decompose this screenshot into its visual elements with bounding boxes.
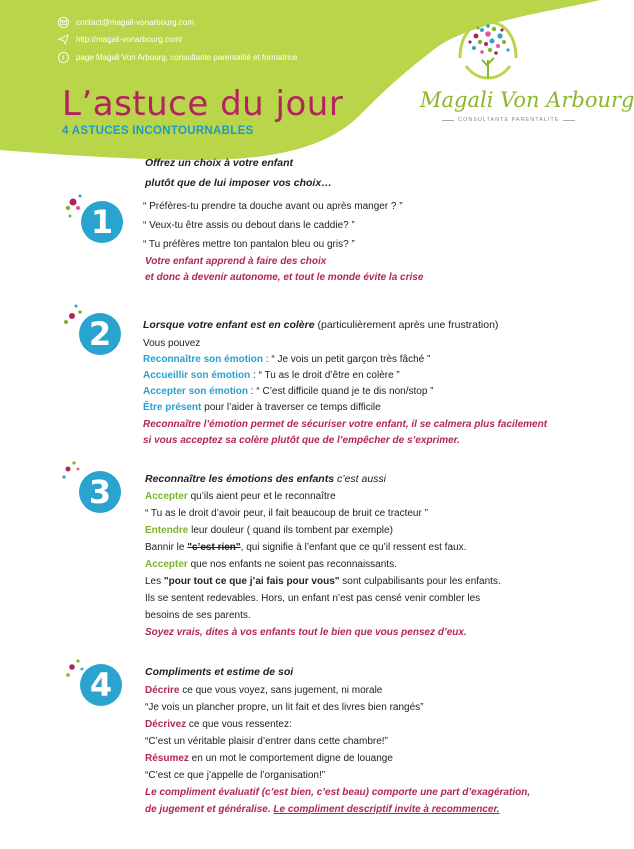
tip-3-number-badge: 3	[79, 471, 121, 513]
logo-tagline	[442, 117, 575, 123]
tip-2-item-1	[143, 355, 430, 365]
tip-4-feel-keyword: Décrivez	[145, 719, 187, 730]
contact-facebook[interactable]	[58, 52, 297, 63]
svg-text:f: f	[61, 54, 65, 63]
tip-3-les: Les	[145, 576, 164, 587]
tip-2-item-3	[143, 387, 434, 397]
tip-2-item-2	[143, 371, 400, 381]
tip-4-conclusion-line2a: de jugement et généralise.	[145, 804, 274, 815]
tip-2-intro: Vous pouvez	[143, 338, 201, 349]
tip-3-quote: “ Tu as le droit d’avoir peur, il fait beaucoup de bruit ce tracteur ”	[145, 508, 428, 519]
tip-1-example-2: “ Veux-tu être assis ou debout dans le caddie? ”	[143, 220, 355, 231]
page-subtitle: 4 ASTUCES INCONTOURNABLES	[62, 125, 254, 137]
tip-3-heading	[145, 474, 386, 485]
tip-3-accept2-text: que nos enfants ne soient pas reconnaissants.	[187, 559, 397, 570]
logo-name: Magali Von Arbourg	[420, 88, 634, 112]
tip-4-line-sum	[145, 754, 393, 764]
tip-3-listen-text: leur douleur ( quand ils tombent par exemple)	[188, 525, 393, 536]
tip-2-item-1-keyword: Reconnaître son émotion	[143, 354, 264, 365]
tip-4-quote2: “C’est un véritable plaisir d’entrer dans cette chambre!”	[145, 736, 388, 747]
tip-3-line7: Ils se sentent redevables. Hors, un enfant n’est pas censé venir combler les	[145, 593, 481, 604]
tip-3-accept2-keyword: Accepter	[145, 559, 188, 570]
tip-3-line-listen	[145, 526, 393, 536]
tip-2-item-3-keyword: Accepter son émotion	[143, 386, 249, 397]
send-icon	[58, 34, 69, 45]
logo-tree-icon	[452, 8, 524, 86]
tip-4-feel-text: ce que vous ressentez:	[186, 719, 292, 730]
tip-3-accept-text: qu’ils aient peur et le reconnaître	[187, 491, 336, 502]
tip-3-quote2-post: sont culpabilisants pour les enfants.	[339, 576, 501, 587]
tip-2-heading-text: Lorsque votre enfant est en colère	[143, 319, 315, 331]
tip-4-describe-text: ce que vous voyez, sans jugement, ni morale	[179, 685, 383, 696]
tip-3-line-accept	[145, 492, 336, 502]
tip-4-describe-keyword: Décrire	[145, 685, 180, 696]
tip-2-item-1-text: : “ Je vois un petit garçon très fâché ”	[263, 354, 431, 365]
tip-1-heading-line1: Offrez un choix à votre enfant	[145, 157, 293, 169]
tip-3-ban-word: "c’est rien"	[187, 542, 241, 553]
tip-4-sum-keyword: Résumez	[145, 753, 189, 764]
website-text[interactable]: http://magali-vonarbourg.com/	[76, 35, 183, 44]
tip-1-heading-line2: plutôt que de lui imposer vos choix…	[145, 177, 332, 189]
tip-3-listen-keyword: Entendre	[145, 525, 189, 536]
tip-4-number-badge: 4	[80, 664, 122, 706]
tip-3-line-quote2	[145, 577, 501, 587]
tip-4-conclusion-line1: Le compliment évaluatif (c’est bien, c’est beau) comporte une part d’exagération,	[145, 787, 531, 798]
tip-4-conclusion-line2b: Le compliment descriptif invite à recommencer.	[273, 804, 500, 815]
facebook-text[interactable]: page Magali Von Arbourg, consultante parentalité et formatrice	[76, 53, 298, 62]
tip-3-ban-post: , qui signifie à l’enfant que ce qu’il ressent est faux.	[240, 542, 467, 553]
tagline-text: CONSULTANTE PARENTALITE	[458, 117, 560, 123]
tip-1-conclusion-line1: Votre enfant apprend à faire des choix	[145, 256, 327, 267]
tip-4-line-describe	[145, 686, 382, 696]
tip-2-conclusion-line2: si vous acceptez sa colère plutôt que de l’empêcher de s’exprimer.	[143, 435, 460, 446]
page-title: L’astuce du jour	[62, 84, 344, 124]
tip-2-heading	[143, 320, 498, 331]
tip-1-number-badge: 1	[81, 201, 123, 243]
tip-1-example-1: “ Préfères-tu prendre ta douche avant ou après manger ? ”	[143, 201, 403, 212]
tip-2-item-2-text: : “ Tu as le droit d’être en colère ”	[250, 370, 400, 381]
tip-1-example-3: “ Tu préfères mettre ton pantalon bleu ou gris? ”	[143, 239, 355, 250]
tip-2-item-4	[143, 403, 381, 413]
tip-2-heading-note: (particulièrement après une frustration)	[317, 319, 499, 331]
tip-3-accept-keyword: Accepter	[145, 491, 188, 502]
tip-4-heading: Compliments et estime de soi	[145, 666, 294, 678]
mail-icon	[58, 17, 69, 28]
facebook-icon	[58, 52, 69, 63]
tip-3-conclusion: Soyez vrais, dites à vos enfants tout le bien que vous pensez d’eux.	[145, 627, 467, 638]
tip-3-line-accept2	[145, 560, 397, 570]
tip-3-heading-text: Reconnaître les émotions des enfants	[145, 473, 335, 485]
tip-2-item-4-text: pour l’aider à traverser ce temps difficile	[201, 402, 381, 413]
contact-email[interactable]	[58, 17, 194, 28]
tip-2-item-4-keyword: Être présent	[143, 402, 202, 413]
tip-3-line8: besoins de ses parents.	[145, 610, 251, 621]
email-text[interactable]: contact@magali-vonarbourg.com	[76, 18, 194, 27]
tip-2-item-3-text: : “ C’est difficile quand je te dis non/stop ”	[248, 386, 434, 397]
tip-2-conclusion-line1: Reconnaître l’émotion permet de sécuriser votre enfant, il se calmera plus facilement	[143, 419, 548, 430]
tip-3-line-ban	[145, 543, 466, 553]
tagline-divider	[442, 120, 454, 121]
tagline-divider	[563, 120, 575, 121]
contact-website[interactable]	[58, 34, 182, 45]
tip-4-quote3: “C’est ce que j’appelle de l’organisation!”	[145, 770, 326, 781]
tip-3-heading-note: c’est aussi	[336, 473, 387, 485]
tip-1-conclusion-line2: et donc à devenir autonome, et tout le monde évite la crise	[145, 272, 424, 283]
tip-4-line-feel	[145, 720, 292, 730]
tip-4-conclusion-line2	[145, 805, 500, 815]
tip-4-sum-text: en un mot le comportement digne de louange	[188, 753, 393, 764]
tip-4-quote1: “Je vois un plancher propre, un lit fait et des livres bien rangés”	[145, 702, 424, 713]
tip-2-number-badge: 2	[79, 313, 121, 355]
tip-3-quote2: "pour tout ce que j’ai fais pour vous"	[163, 576, 340, 587]
tip-3-ban-pre: Bannir le	[145, 542, 188, 553]
tip-2-item-2-keyword: Accueillir son émotion	[143, 370, 251, 381]
